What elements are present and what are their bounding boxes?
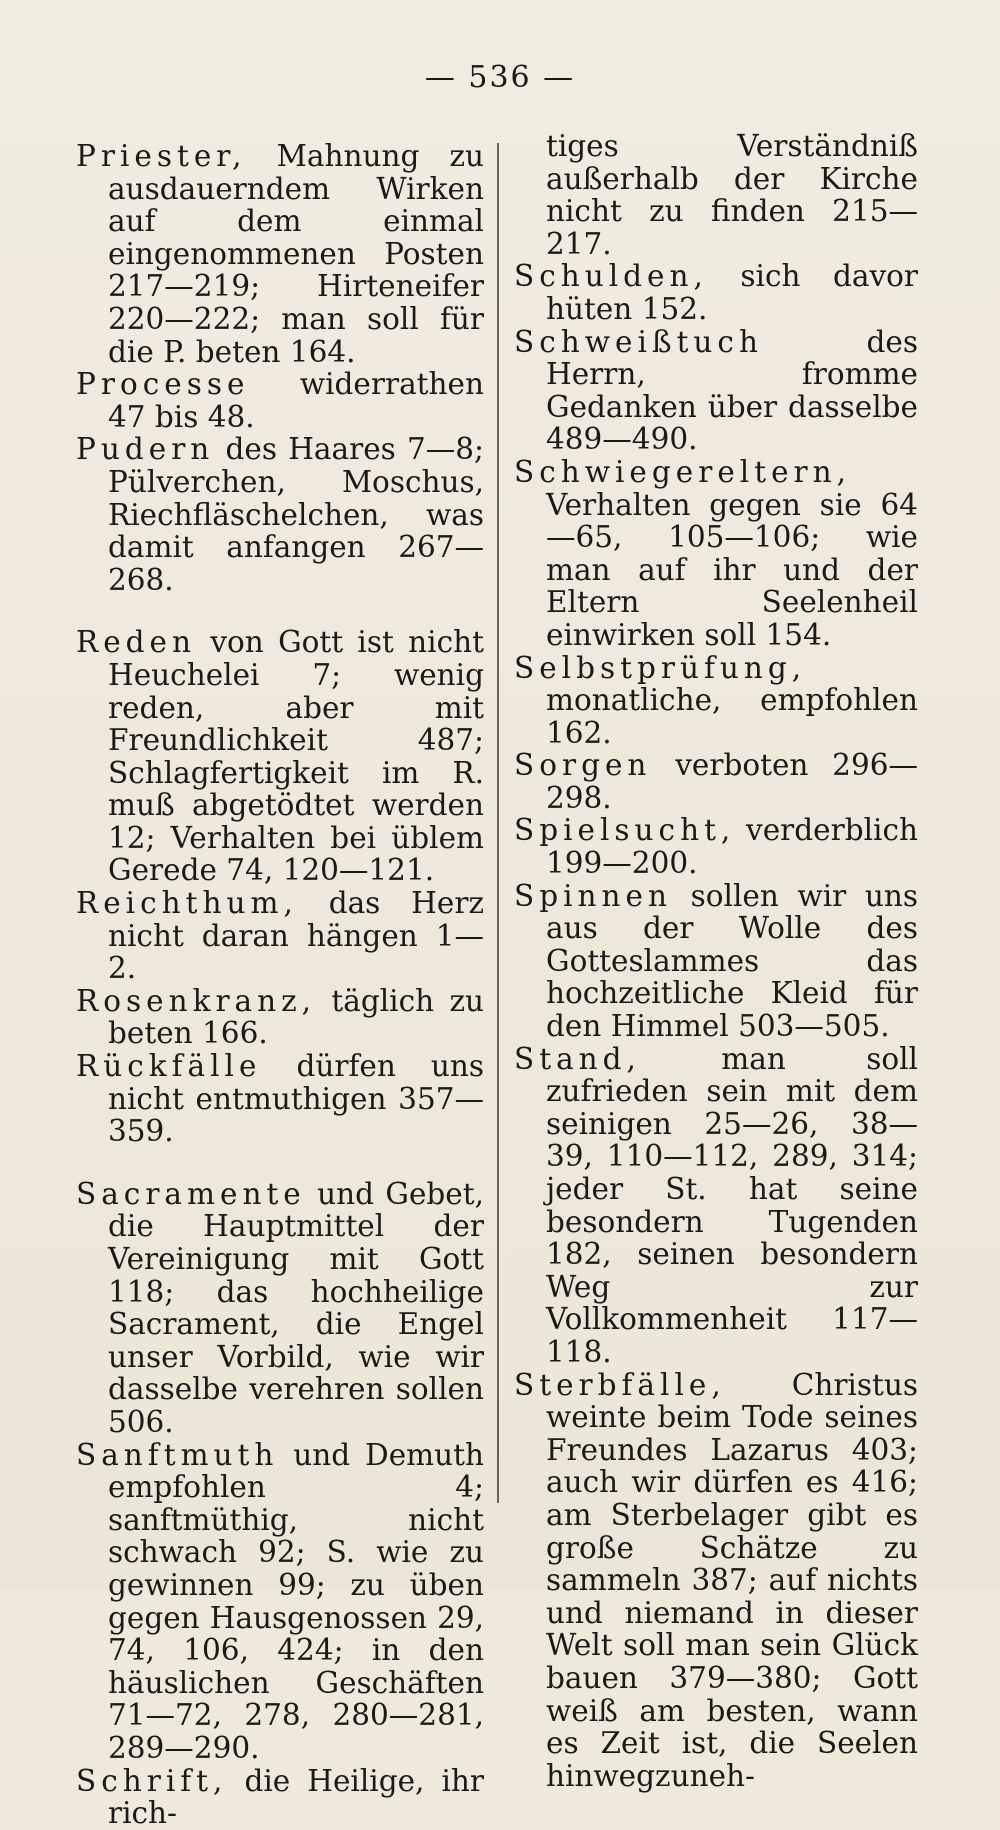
index-entry [76, 1439, 484, 1765]
entry-head: Schweißtuch [514, 325, 763, 359]
entry-head: Priester, [76, 139, 247, 173]
entry-text: verderblich 199—200. [546, 813, 918, 880]
index-entry [76, 433, 484, 596]
entry-head: Sanftmuth [76, 1438, 278, 1472]
entry-head: Reichthum, [76, 886, 298, 920]
continued-entry-text: tiges Verständniß außerhalb der Kirche nicht zu finden 215—217. [514, 130, 918, 260]
index-entry [76, 140, 484, 368]
index-entry [514, 652, 918, 750]
index-entry [514, 749, 918, 814]
entry-text: Christus weinte beim Tode seines Freundes Lazarus 403; auch wir dürfen es 416; am Sterbelager gibt es große Schätze zu sammeln 387; auf nichts und niemand in dieser Welt soll man sein Glück bauen 379—380; Gott weiß am besten, wann es Zeit ist, die Seelen hinwegzuneh- [546, 1368, 918, 1793]
entry-text: man soll zufrieden sein mit dem seinigen 25—26, 38—39, 110—112, 289, 314; jeder St. hat seine besondern Tugenden 182, seinen besondern Weg zur Vollkommenheit 117—118. [546, 1042, 918, 1369]
entry-text: das Herz nicht daran hängen 1—2. [108, 886, 484, 985]
entry-head: Rückfälle [76, 1049, 261, 1083]
entry-head: Schwiegereltern, [514, 455, 851, 489]
entry-head: Sorgen [514, 748, 651, 782]
index-entry [76, 887, 484, 985]
index-entry [514, 1369, 918, 1793]
entry-head: Sterbfälle, [514, 1368, 726, 1402]
index-entry [514, 880, 918, 1043]
right-column [514, 130, 918, 1792]
entry-text: des Haares 7—8; Pülverchen, Moschus, Riechfläschelchen, was damit anfangen 267—268. [108, 432, 484, 596]
section-gap [76, 596, 484, 626]
entry-text: Mahnung zu ausdauerndem Wirken auf dem einmal eingenommenen Posten 217—219; Hirteneifer 220—222; man soll für die P. beten 164. [108, 139, 484, 369]
entry-text: des Herrn, fromme Gedanken über dasselbe 489—490. [546, 325, 918, 457]
entry-text: sollen wir uns aus der Wolle des Gotteslammes das hochzeitliche Kleid für den Himmel 503—505. [546, 879, 918, 1043]
index-entry [76, 626, 484, 887]
entry-head: Schulden, [514, 259, 708, 293]
entry-text: von Gott ist nicht Heuchelei 7; wenig reden, aber mit Freundlichkeit 487; Schlagfertigkeit im R. muß abgetödtet werden 12; Verhalten bei üblem Gerede 74, 120—121. [108, 625, 484, 887]
entry-head: Processe [76, 367, 249, 401]
entry-text: sich davor hüten 152. [546, 259, 918, 326]
entry-head: Sacramente [76, 1177, 306, 1211]
entry-text: widerrathen 47 bis 48. [108, 367, 484, 434]
entry-head: Spinnen [514, 879, 672, 913]
index-entry [514, 1043, 918, 1369]
entry-head: Reden [76, 625, 196, 659]
entry-head: Selbstprüfung, [514, 651, 806, 685]
entry-text: und Gebet, die Hauptmittel der Vereinigung mit Gott 118; das hochheilige Sacrament, die Engel unser Vorbild, wie wir dasselbe verehren sollen 506. [108, 1177, 484, 1439]
entry-head: Stand, [514, 1042, 641, 1076]
entry-head: Spielsucht, [514, 813, 735, 847]
entry-text: verboten 296—298. [546, 748, 918, 815]
entry-head: Pudern [76, 432, 214, 466]
index-entry [76, 1765, 484, 1830]
entry-text: monatliche, empfohlen 162. [546, 683, 918, 750]
index-entry [76, 368, 484, 433]
index-entry [514, 456, 918, 652]
index-entry [76, 1050, 484, 1148]
index-entry [514, 814, 918, 879]
entry-head: Rosenkranz, [76, 984, 316, 1018]
entry-text: dürfen uns nicht entmuthigen 357—359. [108, 1049, 484, 1148]
entry-text: und Demuth empfohlen 4; sanftmüthig, nicht schwach 92; S. wie zu gewinnen 99; zu üben gegen Hausgenossen 29, 74, 106, 424; in den häuslichen Geschäften 71—72, 278, 280—281, 289—290. [108, 1438, 484, 1765]
left-column [76, 140, 484, 1830]
entry-head: Schrift, [76, 1764, 227, 1798]
index-entry [514, 260, 918, 325]
index-entry [76, 985, 484, 1050]
page-number: — 536 — [0, 60, 1000, 95]
section-gap [76, 1148, 484, 1178]
index-entry [76, 1178, 484, 1439]
entry-text: Verhalten gegen sie 64—65, 105—106; wie man auf ihr und der Eltern Seelenheil einwirken soll 154. [546, 488, 918, 652]
index-entry [514, 326, 918, 456]
entry-text: die Heilige, ihr rich- [108, 1764, 484, 1830]
entry-text: täglich zu beten 166. [108, 984, 484, 1051]
column-divider [497, 143, 499, 1503]
